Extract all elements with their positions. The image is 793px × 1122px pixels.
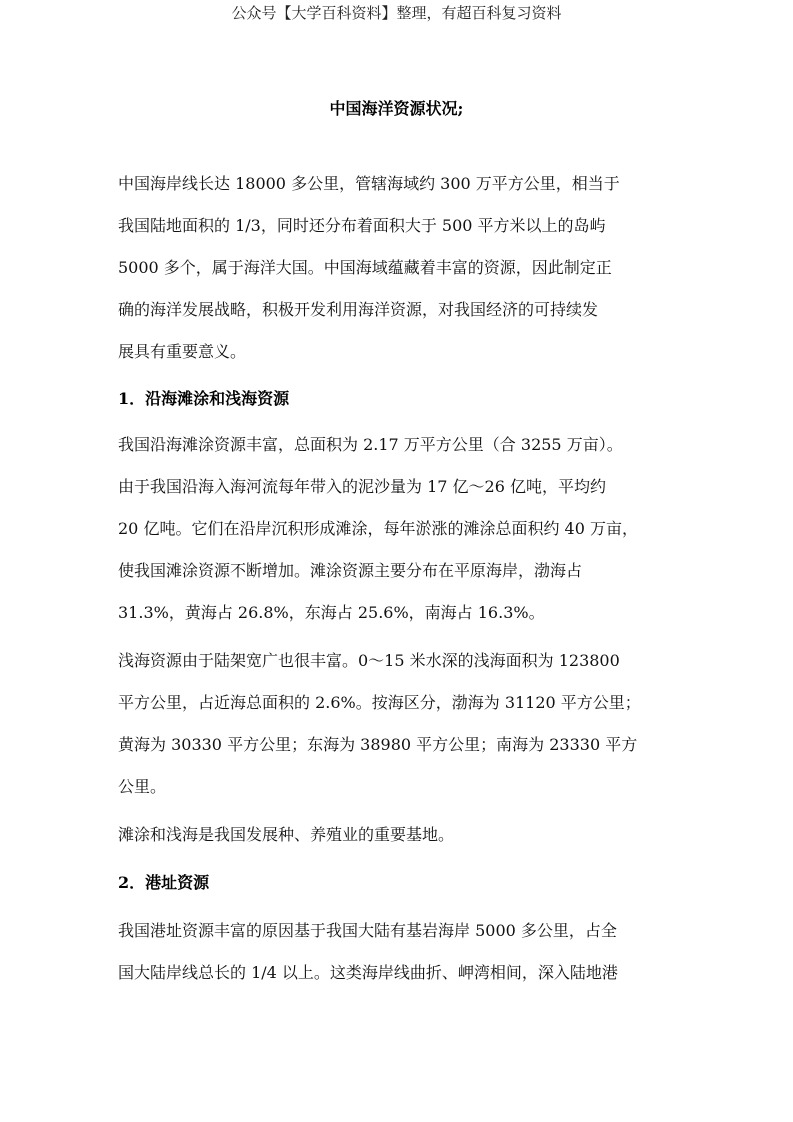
paragraph-line: 展具有重要意义。 — [118, 342, 247, 361]
paragraph-line: 使我国滩涂资源不断增加。滩涂资源主要分布在平原海岸，渤海占 — [118, 561, 583, 580]
paragraph-line: 我国陆地面积的 1/3，同时还分布着面积大于 500 平方米以上的岛屿 — [118, 216, 606, 235]
paragraph-line: 黄海为 30330 平方公里；东海为 38980 平方公里；南海为 23330 平方 — [118, 735, 638, 754]
paragraph-line: 确的海洋发展战略，积极开发利用海洋资源，对我国经济的可持续发 — [118, 300, 599, 319]
paragraph-line: 5000 多个，属于海洋大国。中国海域蕴藏着丰富的资源，因此制定正 — [118, 258, 612, 277]
paragraph-line: 我国港址资源丰富的原因基于我国大陆有基岩海岸 5000 多公里，占全 — [118, 921, 617, 940]
paragraph-line: 20 亿吨。它们在沿岸沉积形成滩涂，每年淤涨的滩涂总面积约 40 万亩， — [118, 519, 638, 538]
document-title: 中国海洋资源状况; — [329, 99, 464, 118]
paragraph-line: 我国沿海滩涂资源丰富，总面积为 2.17 万平方公里（合 3255 万亩）。 — [118, 435, 623, 454]
paragraph-line: 滩涂和浅海是我国发展种、养殖业的重要基地。 — [118, 825, 455, 844]
paragraph-line: 平方公里，占近海总面积的 2.6%。按海区分，渤海为 31120 平方公里； — [118, 693, 641, 712]
paragraph-line: 公里。 — [118, 777, 167, 796]
section-heading: 1．沿海滩涂和浅海资源 — [118, 389, 290, 408]
paragraph-line: 31.3%，黄海占 26.8%，东海占 25.6%，南海占 16.3%。 — [118, 603, 545, 622]
page-header-watermark: 公众号【大学百科资料】整理，有超百科复习资料 — [231, 4, 562, 22]
paragraph-line: 由于我国沿海入海河流每年带入的泥沙量为 17 亿～26 亿吨，平均约 — [118, 477, 606, 496]
paragraph-line: 浅海资源由于陆架宽广也很丰富。0～15 米水深的浅海面积为 123800 — [118, 651, 620, 670]
paragraph-line: 中国海岸线长达 18000 多公里，管辖海域约 300 万平方公里，相当于 — [118, 174, 620, 193]
section-heading: 2．港址资源 — [118, 873, 210, 892]
paragraph-line: 国大陆岸线总长的 1/4 以上。这类海岸线曲折、岬湾相间，深入陆地港 — [118, 963, 618, 982]
